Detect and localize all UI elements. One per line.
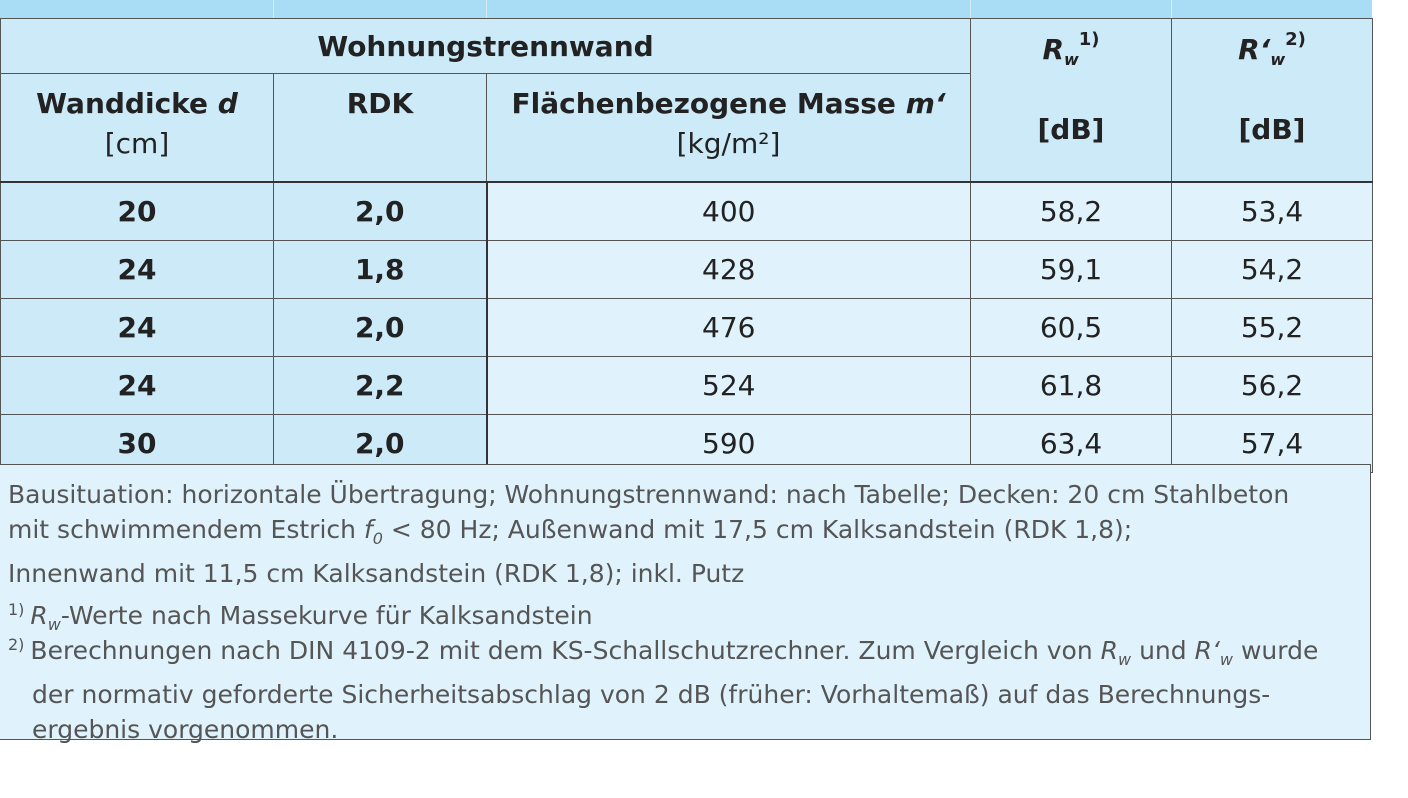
cell-wanddicke: 24 xyxy=(1,241,274,299)
header-masse: Flächenbezogene Masse m‘ [kg/m²] xyxy=(487,74,971,183)
cell-masse: 476 xyxy=(487,299,971,357)
cell-rdk: 1,8 xyxy=(274,241,487,299)
table-row xyxy=(1,182,1373,241)
cell-rw: 59,1 xyxy=(971,241,1172,299)
cell-wanddicke: 24 xyxy=(1,357,274,415)
notes-bausituation: Bausituation: horizontale Übertragung; Wohnungstrennwand: nach Tabelle; Decken: 20 cm Stahlbeton mit schwimmendem Estrich $f_0 < 80$ Hz; Außenwand mit 17,5 cm Kalksandstein (RDK 1,8); Innenwand mit 11,5 cm Kalksandstein (RDK 1,8); inkl. Putz xyxy=(8,480,1290,588)
table-row xyxy=(1,299,1373,357)
cell-rdk: 2,0 xyxy=(274,415,487,473)
cell-rw-prime: 57,4 xyxy=(1172,415,1373,473)
header-wohnungstrennwand: Wohnungstrennwand xyxy=(1,19,971,74)
header-rdk: RDK xyxy=(274,74,487,183)
cell-masse: 428 xyxy=(487,241,971,299)
cell-masse: 524 xyxy=(487,357,971,415)
footnote-1: $^{1)}$ $R_w$-Werte nach Massekurve für Kalksandstein xyxy=(8,600,593,634)
header-wanddicke: Wanddicke d [cm] xyxy=(1,74,274,183)
cell-rw: 61,8 xyxy=(971,357,1172,415)
cell-wanddicke: 30 xyxy=(1,415,274,473)
table-notes xyxy=(0,464,1371,744)
cell-rdk: 2,0 xyxy=(274,182,487,241)
table-row xyxy=(1,241,1373,299)
cell-rdk: 2,0 xyxy=(274,299,487,357)
table-top-band xyxy=(0,0,1372,18)
header-rw-prime: $R‘_w^{2)}$ [dB] xyxy=(1172,19,1373,183)
cell-rw-prime: 53,4 xyxy=(1172,182,1373,241)
cell-masse: 400 xyxy=(487,182,971,241)
cell-rw: 58,2 xyxy=(971,182,1172,241)
cell-rw-prime: 56,2 xyxy=(1172,357,1373,415)
cell-rw: 63,4 xyxy=(971,415,1172,473)
cell-rdk: 2,2 xyxy=(274,357,487,415)
sound-insulation-table xyxy=(0,18,1373,473)
cell-wanddicke: 20 xyxy=(1,182,274,241)
cell-masse: 590 xyxy=(487,415,971,473)
cell-rw-prime: 55,2 xyxy=(1172,299,1373,357)
footnote-2: $^{2)}$ Berechnungen nach DIN 4109-2 mit dem KS-Schallschutzrechner. Zum Vergleich von $R_w$ und $R‘_w$ wurde der normativ geforderte Sicherheitsabschlag von 2 dB (früher: Vorhaltemaß) auf das Berechnungs- ergebnis vorgenommen. xyxy=(8,635,1319,744)
table-row xyxy=(1,357,1373,415)
cell-rw: 60,5 xyxy=(971,299,1172,357)
cell-wanddicke: 24 xyxy=(1,299,274,357)
header-rw: $R_w^{1)}$ [dB] xyxy=(971,19,1172,183)
cell-rw-prime: 54,2 xyxy=(1172,241,1373,299)
